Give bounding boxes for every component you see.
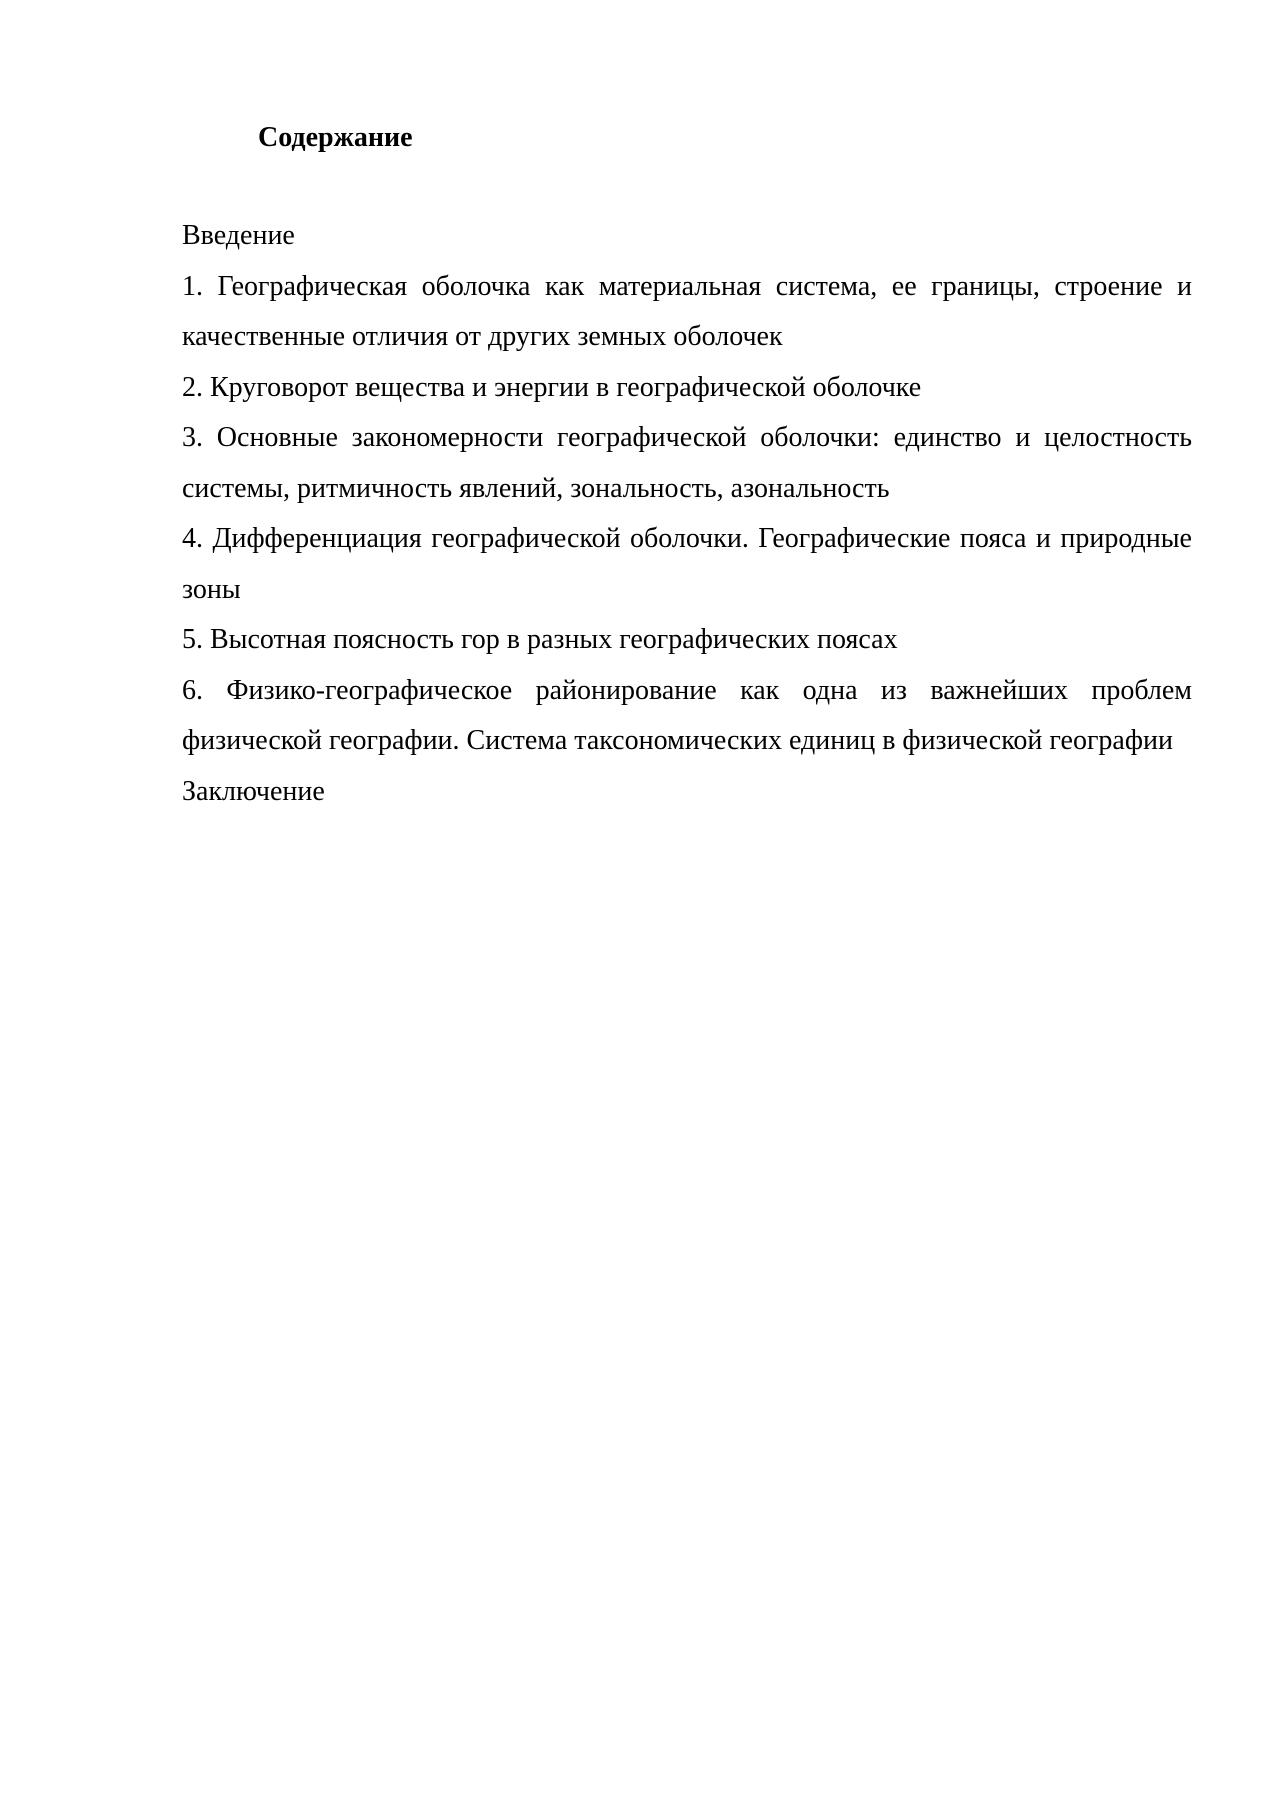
- toc-entry-4: 4. Дифференциация географической оболочки. Географические пояса и природные зоны: [182, 523, 1192, 605]
- toc-entry-conclusion: Заключение: [182, 775, 325, 807]
- toc-entry-3: 3. Основные закономерности географической оболочки: единство и целостность системы, ритмичность явлений, зональность, азональность: [182, 422, 1192, 504]
- toc-entry-introduction: Введение: [182, 220, 295, 251]
- table-of-contents: [182, 211, 1192, 817]
- toc-entry-1: 1. Географическая оболочка как материальная система, ее границы, строение и качественные отличия от других земных оболочек: [182, 270, 1192, 352]
- toc-entry-2: 2. Круговорот вещества и энергии в географической оболочке: [182, 371, 922, 403]
- page-title: Содержание: [258, 122, 413, 153]
- toc-entry-5: 5. Высотная поясность гор в разных географических поясах: [182, 624, 898, 655]
- toc-entry-6: 6. Физико-географическое районирование как одна из важнейших проблем физической географии. Система таксономических единиц в физической географии: [182, 674, 1192, 756]
